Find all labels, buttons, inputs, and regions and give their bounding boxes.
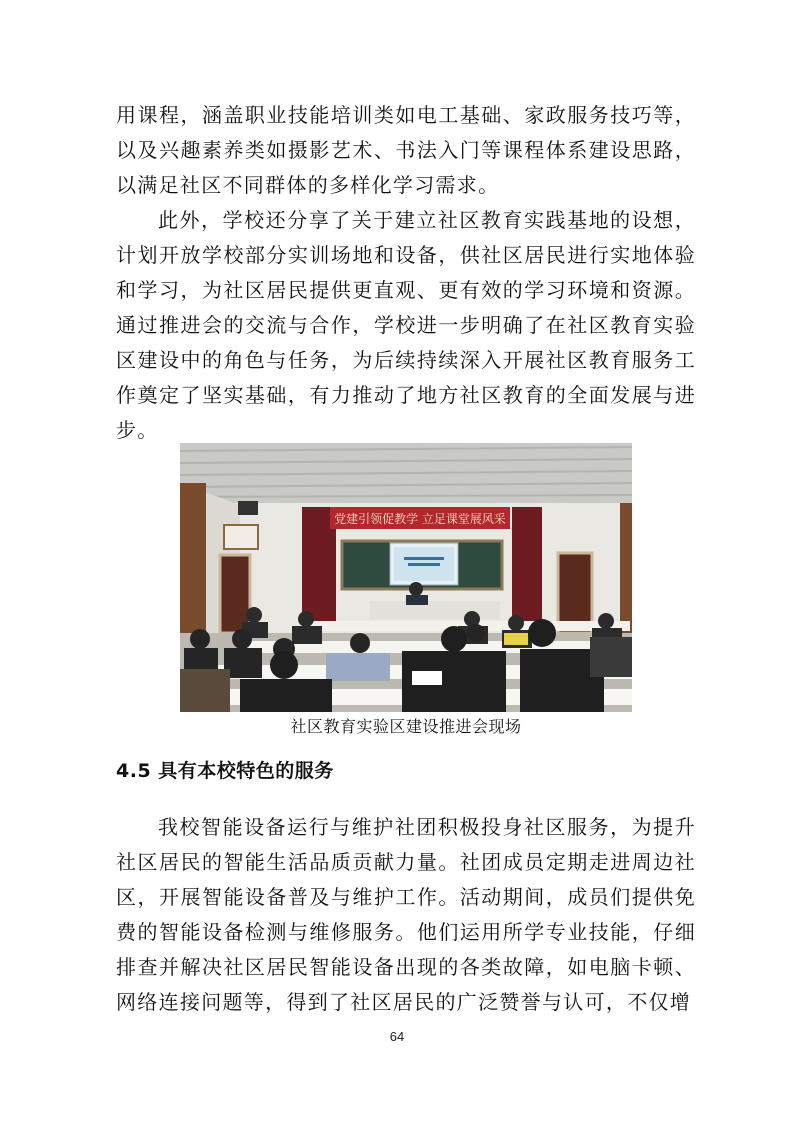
paragraph-intro-continued: 用课程，涵盖职业技能培训类如电工基础、家政服务技巧等，以及兴趣素养类如摄影艺术、书法入门等课程体系建设思路，以满足社区不同群体的多样化学习需求。 <box>116 103 696 197</box>
paragraph-practice-base: 此外，学校还分享了关于建立社区教育实践基地的设想，计划开放学校部分实训场地和设备，供社区居民进行实地体验和学习，为社区居民提供更直观、更有效的学习环境和资源。通过推进会的交流与合作，学校进一步明确了在社区教育实验区建设中的角色与任务，为后续持续深入开展社区教育服务工作奠定了坚实基础，有力推动了地方社区教育的全面发展与进步。 <box>116 208 696 442</box>
photo-caption: 社区教育实验区建设推进会现场 <box>290 717 522 736</box>
meeting-photo <box>180 443 632 712</box>
banner-text: 党建引领促教学 立足课堂展风采 <box>334 512 506 526</box>
paragraph-smart-device-club: 我校智能设备运行与维护社团积极投身社区服务，为提升社区居民的智能生活品质贡献力量。社团成员定期走进周边社区，开展智能设备普及与维护工作。活动期间，成员们提供免费的智能设备检测与维修服务。他们运用所学专业技能，仔细排查并解决社区居民智能设备出现的各类故障，如电脑卡顿、网络连接问题等，得到了社区居民的广泛赞誉与认可，不仅增 <box>116 815 696 1014</box>
page-number: 64 <box>389 1029 405 1044</box>
section-heading: 4.5 具有本校特色的服务 <box>116 760 334 782</box>
